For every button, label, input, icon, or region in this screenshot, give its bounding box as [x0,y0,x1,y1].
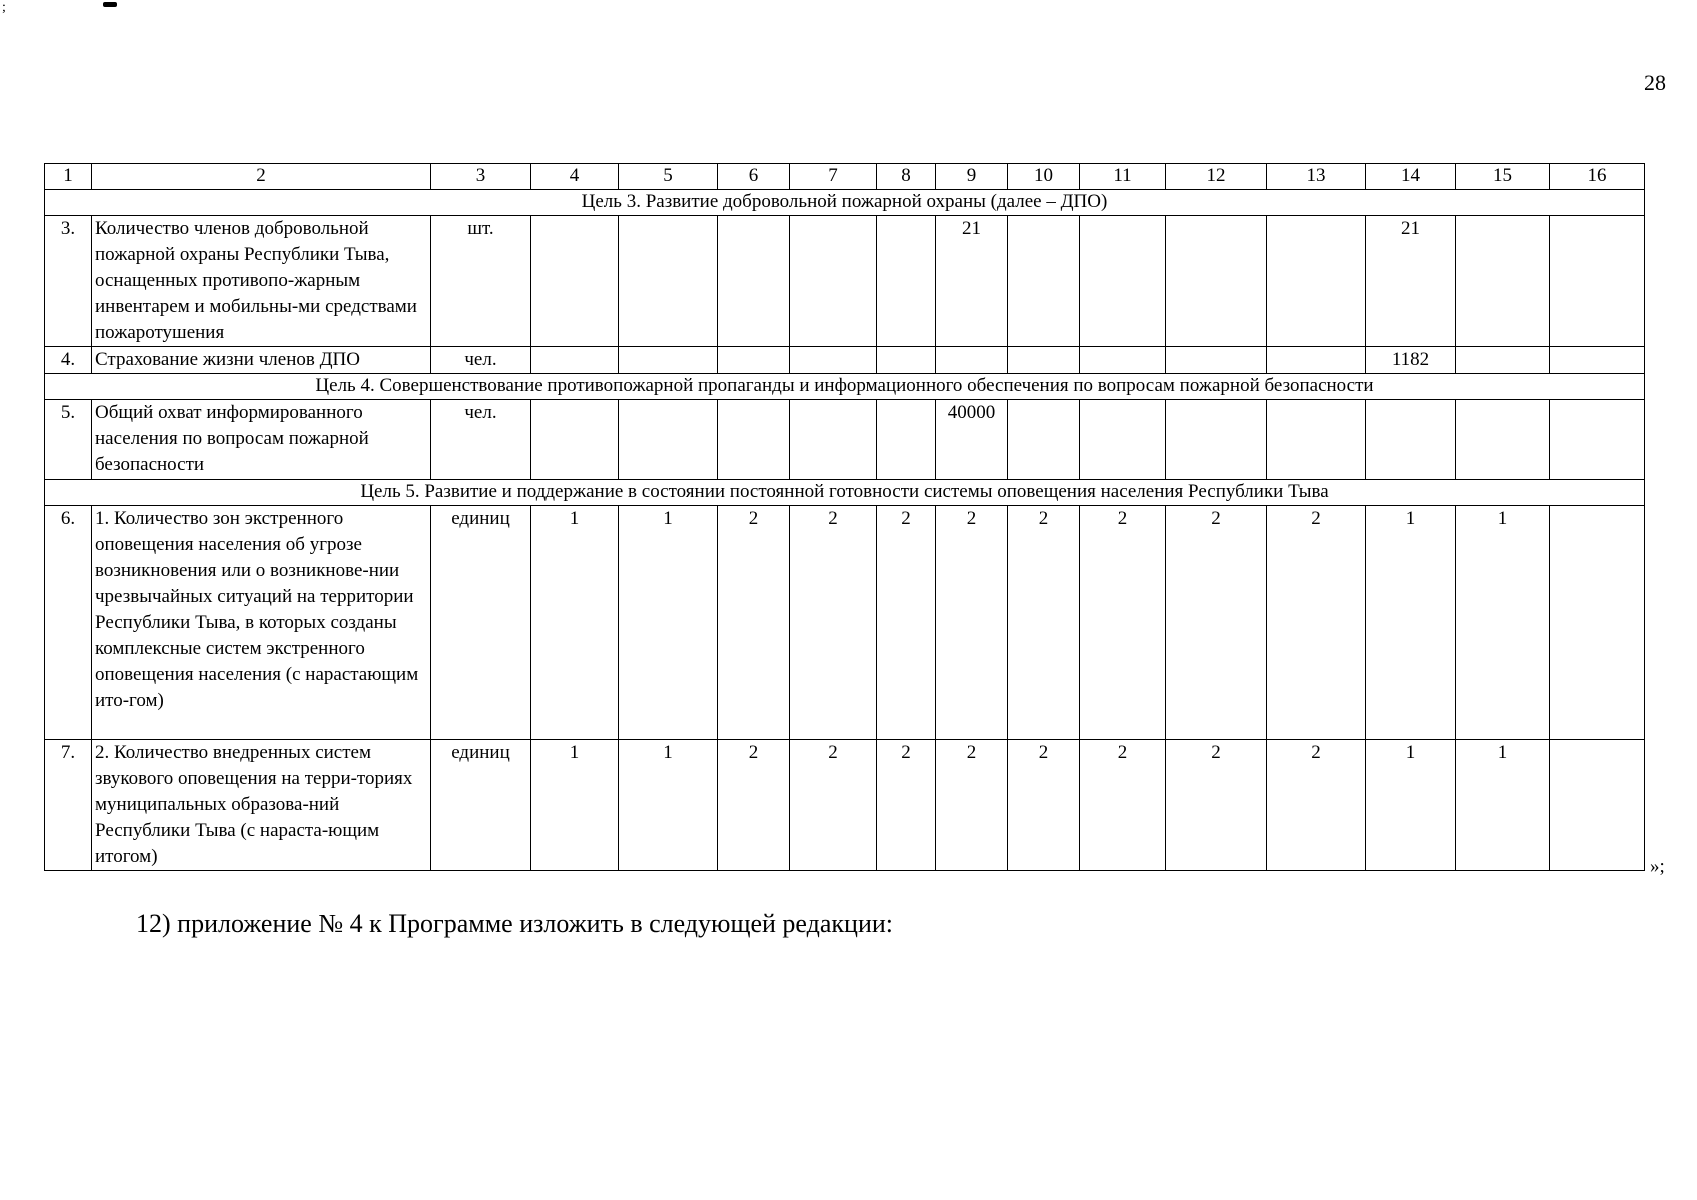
column-number: 15 [1456,164,1550,190]
value-cell: 2 [790,506,877,740]
column-number: 3 [431,164,531,190]
value-cell: 2 [1008,740,1080,871]
indicators-table [44,163,1645,871]
table-row [45,400,1645,480]
indicator-name: Страхование жизни членов ДПО [92,347,431,374]
value-cell [619,216,718,347]
column-number: 14 [1366,164,1456,190]
value-cell [1550,216,1645,347]
row-number: 6. [45,506,92,740]
value-cell [531,347,619,374]
value-cell: 1182 [1366,347,1456,374]
value-cell [619,400,718,480]
column-number: 1 [45,164,92,190]
goal-row [45,374,1645,400]
column-number: 9 [936,164,1008,190]
value-cell [1080,400,1166,480]
column-number: 6 [718,164,790,190]
page-number: 28 [1644,70,1666,95]
value-cell [936,347,1008,374]
value-cell [1166,400,1267,480]
value-cell: 21 [936,216,1008,347]
value-cell [790,400,877,480]
value-cell [1166,216,1267,347]
value-cell: 1 [1456,506,1550,740]
value-cell [1008,216,1080,347]
value-cell: 2 [790,740,877,871]
value-cell [790,216,877,347]
value-cell [718,216,790,347]
value-cell [1166,347,1267,374]
table-row [45,506,1645,740]
value-cell [1267,216,1366,347]
table-row [45,216,1645,347]
value-cell: 1 [531,506,619,740]
value-cell [1080,347,1166,374]
closing-quote: »; [1650,856,1665,877]
value-cell: 2 [877,740,936,871]
indicator-name: Количество членов добровольной пожарной охраны Республики Тыва, оснащенных противопо-жарным инвентарем и мобильны-ми средствами пожаротушения [92,216,431,347]
value-cell: 2 [1166,506,1267,740]
column-number: 7 [790,164,877,190]
table-row [45,347,1645,374]
corner-mark: ; [2,0,6,15]
column-number: 2 [92,164,431,190]
indicator-name: 2. Количество внедренных систем звукового оповещения на терри-ториях муниципальных образова-ний Республики Тыва (с нараста-ющим итогом) [92,740,431,871]
goal-row [45,190,1645,216]
row-number: 4. [45,347,92,374]
value-cell: 2 [718,740,790,871]
value-cell: 1 [1456,740,1550,871]
column-number: 13 [1267,164,1366,190]
value-cell [619,347,718,374]
column-number: 8 [877,164,936,190]
value-cell: 2 [1267,506,1366,740]
column-number: 12 [1166,164,1267,190]
value-cell [1080,216,1166,347]
goal-row [45,480,1645,506]
value-cell [877,216,936,347]
value-cell [877,400,936,480]
unit-cell: шт. [431,216,531,347]
scan-blot [103,2,117,7]
row-number: 3. [45,216,92,347]
value-cell: 2 [936,506,1008,740]
table-row [45,740,1645,871]
value-cell: 2 [718,506,790,740]
unit-cell: чел. [431,347,531,374]
value-cell [1267,400,1366,480]
value-cell [531,400,619,480]
column-number-row [45,164,1645,190]
column-number: 11 [1080,164,1166,190]
unit-cell: единиц [431,506,531,740]
value-cell [790,347,877,374]
value-cell [1456,216,1550,347]
goal-3-heading: Цель 3. Развитие добровольной пожарной охраны (далее – ДПО) [45,190,1645,216]
value-cell [1366,400,1456,480]
value-cell [877,347,936,374]
value-cell [1550,347,1645,374]
value-cell [718,347,790,374]
column-number: 16 [1550,164,1645,190]
unit-cell: чел. [431,400,531,480]
value-cell [1008,347,1080,374]
value-cell: 40000 [936,400,1008,480]
indicator-name: Общий охват информированного населения по вопросам пожарной безопасности [92,400,431,480]
value-cell [1008,400,1080,480]
value-cell [1267,347,1366,374]
column-number: 10 [1008,164,1080,190]
goal-4-heading: Цель 4. Совершенствование противопожарной пропаганды и информационного обеспечения по вопросам пожарной безопасности [45,374,1645,400]
column-number: 4 [531,164,619,190]
value-cell: 2 [1166,740,1267,871]
value-cell: 2 [1008,506,1080,740]
amendment-instruction: 12) приложение № 4 к Программе изложить в следующей редакции: [136,909,893,938]
value-cell [1456,400,1550,480]
value-cell [1456,347,1550,374]
value-cell: 1 [1366,740,1456,871]
row-number: 7. [45,740,92,871]
goal-5-heading: Цель 5. Развитие и поддержание в состоянии постоянной готовности системы оповещения населения Республики Тыва [45,480,1645,506]
value-cell [531,216,619,347]
value-cell [1550,400,1645,480]
column-number: 5 [619,164,718,190]
value-cell [1550,740,1645,871]
row-number: 5. [45,400,92,480]
value-cell: 2 [1080,740,1166,871]
unit-cell: единиц [431,740,531,871]
value-cell: 21 [1366,216,1456,347]
value-cell: 2 [936,740,1008,871]
value-cell: 2 [1267,740,1366,871]
value-cell: 2 [877,506,936,740]
value-cell: 1 [531,740,619,871]
value-cell [718,400,790,480]
value-cell: 2 [1080,506,1166,740]
value-cell: 1 [619,506,718,740]
value-cell: 1 [1366,506,1456,740]
indicator-name: 1. Количество зон экстренного оповещения населения об угрозе возникновения или о возникнове-нии чрезвычайных ситуаций на территории Республики Тыва, в которых созданы комплексные систем экстренного оповещения населения (с нарастающим ито-гом) [92,506,431,740]
value-cell [1550,506,1645,740]
value-cell: 1 [619,740,718,871]
